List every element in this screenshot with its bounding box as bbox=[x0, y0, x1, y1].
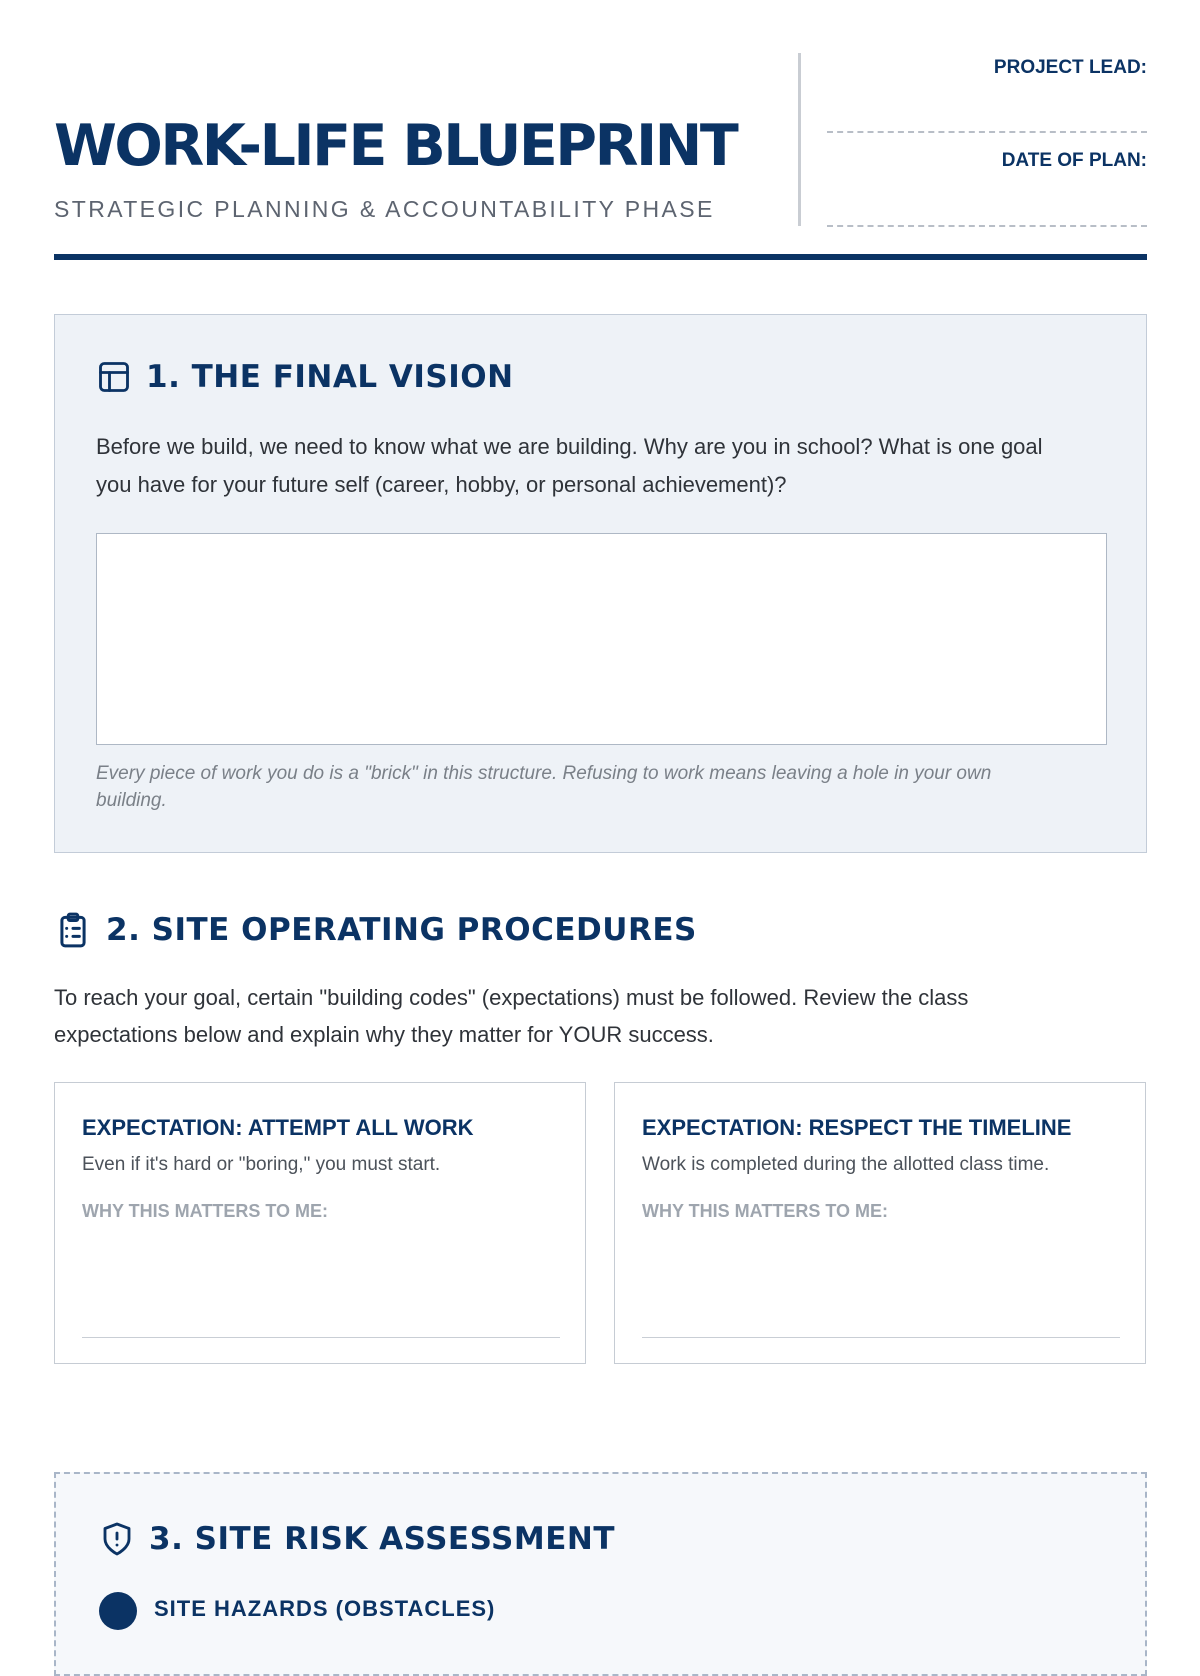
risk-section bbox=[54, 1472, 1147, 1676]
why-matters-label: WHY THIS MATTERS TO ME: bbox=[82, 1201, 328, 1221]
why-matters-label: WHY THIS MATTERS TO ME: bbox=[642, 1201, 888, 1221]
vision-heading bbox=[96, 359, 514, 395]
vision-note bbox=[96, 760, 1096, 814]
clipboard-list-icon bbox=[54, 910, 92, 950]
answer-line bbox=[642, 1337, 1120, 1338]
risk-title: 3. SITE RISK ASSESSMENT bbox=[149, 1520, 615, 1557]
procedures-title: 2. SITE OPERATING PROCEDURES bbox=[106, 911, 697, 948]
date-of-plan-field[interactable] bbox=[827, 225, 1147, 227]
project-lead-field[interactable] bbox=[827, 131, 1147, 133]
expectation-description: Even if it's hard or "boring," you must start. bbox=[82, 1154, 441, 1175]
expectation-description: Work is completed during the allotted class time. bbox=[642, 1154, 1050, 1175]
vision-note-line-2: building. bbox=[96, 790, 167, 811]
date-of-plan-label: DATE OF PLAN: bbox=[1001, 150, 1147, 171]
vision-prompt-line-2: you have for your future self (career, hobby, or personal achievement)? bbox=[96, 472, 787, 497]
page-subtitle: STRATEGIC PLANNING & ACCOUNTABILITY PHASE bbox=[54, 196, 715, 222]
why-matters-answer[interactable] bbox=[82, 1233, 560, 1333]
procedures-intro-line-1: To reach your goal, certain "building codes" (expectations) must be followed. Review the class bbox=[54, 985, 969, 1010]
hazard-number-badge bbox=[99, 1592, 137, 1630]
header-divider bbox=[798, 53, 801, 226]
vision-section bbox=[54, 314, 1147, 853]
expectation-title: EXPECTATION: RESPECT THE TIMELINE bbox=[642, 1115, 1072, 1140]
header bbox=[54, 0, 1147, 262]
hazards-label: SITE HAZARDS (OBSTACLES) bbox=[154, 1596, 496, 1621]
vision-title: 1. THE FINAL VISION bbox=[146, 358, 514, 395]
expectation-card bbox=[54, 1082, 586, 1364]
shield-alert-icon bbox=[99, 1520, 135, 1558]
procedures-intro-line-2: expectations below and explain why they matter for YOUR success. bbox=[54, 1022, 714, 1047]
procedures-heading bbox=[54, 910, 697, 950]
why-matters-answer[interactable] bbox=[642, 1233, 1120, 1333]
layout-icon bbox=[96, 359, 132, 395]
expectation-card bbox=[614, 1082, 1146, 1364]
page-title: WORK-LIFE BLUEPRINT bbox=[54, 113, 737, 179]
answer-line bbox=[82, 1337, 560, 1338]
risk-heading bbox=[99, 1520, 615, 1558]
header-rule bbox=[54, 254, 1147, 260]
expectation-title: EXPECTATION: ATTEMPT ALL WORK bbox=[82, 1115, 474, 1140]
vision-prompt-line-1: Before we build, we need to know what we are building. Why are you in school? What is one goal bbox=[96, 434, 1043, 459]
vision-note-line-1: Every piece of work you do is a "brick" in this structure. Refusing to work means leaving a hole in your own bbox=[96, 763, 992, 784]
project-lead-label: PROJECT LEAD: bbox=[993, 57, 1147, 78]
vision-answer-box[interactable] bbox=[96, 533, 1107, 745]
